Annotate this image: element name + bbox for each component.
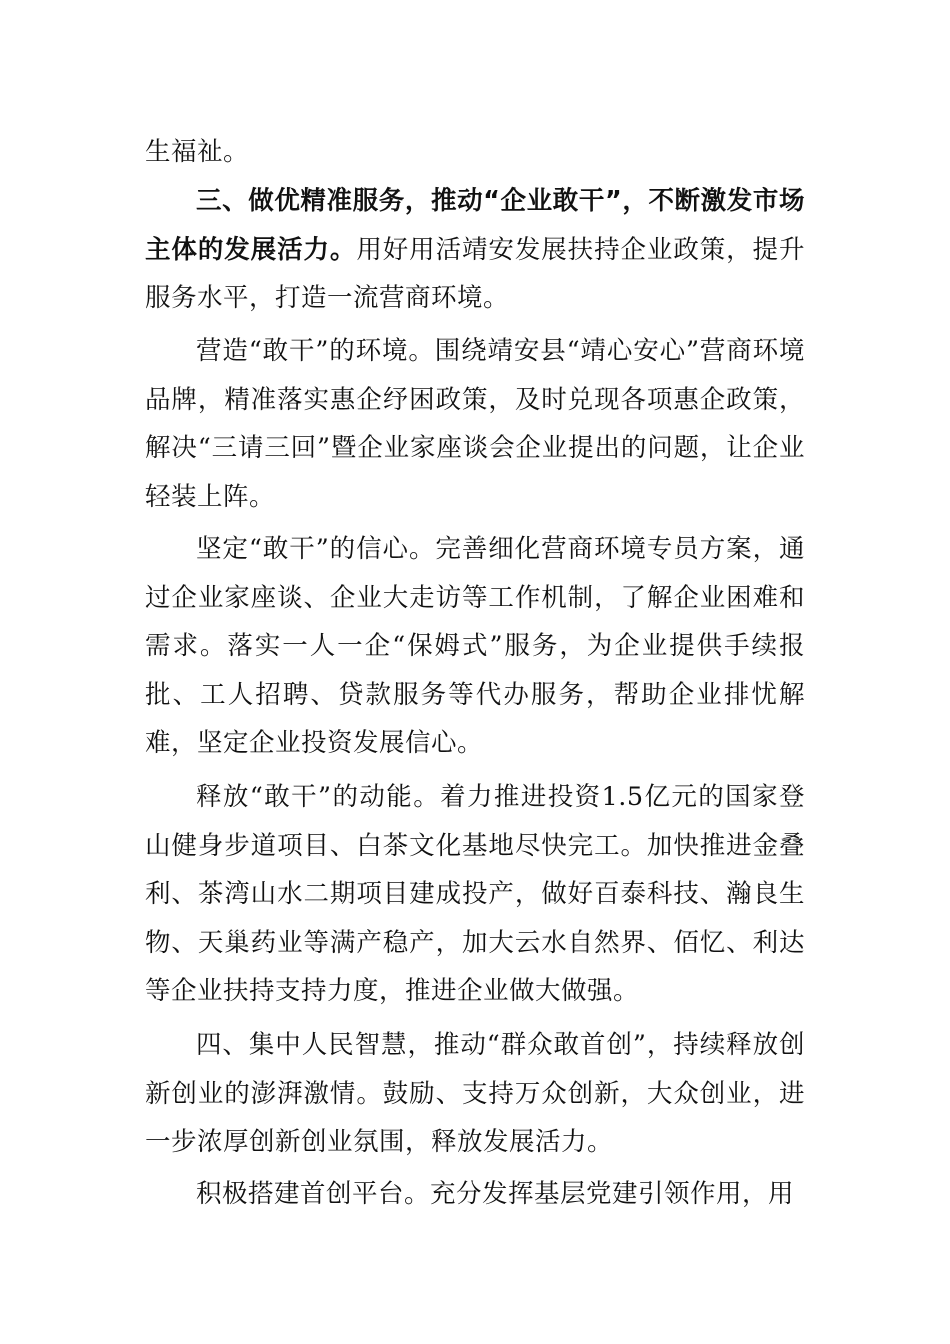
paragraph-text: 营造“敢干”的环境。围绕靖安县“靖心安心”营商环境品牌，精准落实惠企纾困政策，及时兑现各项惠企政策，解决“三请三回”暨企业家座谈会企业提出的问题，让企业轻装上阵。 [145,336,805,512]
paragraph-platform [145,1170,805,1219]
paragraph-text: 四、集中人民智慧，推动“群众敢首创”，持续释放创新创业的澎湃激情。鼓励、支持万众创新，大众创业，进一步浓厚创新创业氛围，释放发展活力。 [145,1030,805,1158]
section-heading-bold: 三、做优精准服务，推动“企业敢干”，不断激发市场主体的发展活力。 [145,186,805,265]
section-three-paragraph [145,177,805,323]
paragraph-confidence [145,525,805,768]
paragraph-text: 用好用活靖安发展扶持企业政策，提升服务水平，打造一流营商环境。 [145,234,805,314]
paragraph-momentum [145,773,805,1016]
paragraph-text: 积极搭建首创平台。充分发挥基层党建引领作用，用 [196,1179,795,1209]
paragraph-text: 坚定“敢干”的信心。完善细化营商环境专员方案，通过企业家座谈、企业大走访等工作机制，了解企业困难和需求。落实一人一企“保姆式”服务，为企业提供手续报批、工人招聘、贷款服务等代办服务，帮助企业排忧解难，坚定企业投资发展信心。 [145,534,805,759]
paragraph-text: 生福祉。 [145,137,250,167]
paragraph-continuation [145,128,805,177]
paragraph-environment [145,327,805,521]
paragraph-text: 释放“敢干”的动能。着力推进投资1.5亿元的国家登山健身步道项目、白茶文化基地尽快完工。加快推进金叠利、茶湾山水二期项目建成投产，做好百泰科技、瀚良生物、天巢药业等满产稳产，加大云水自然界、佰忆、利达等企业扶持支持力度，推进企业做大做强。 [145,782,805,1007]
section-four-paragraph [145,1021,805,1167]
